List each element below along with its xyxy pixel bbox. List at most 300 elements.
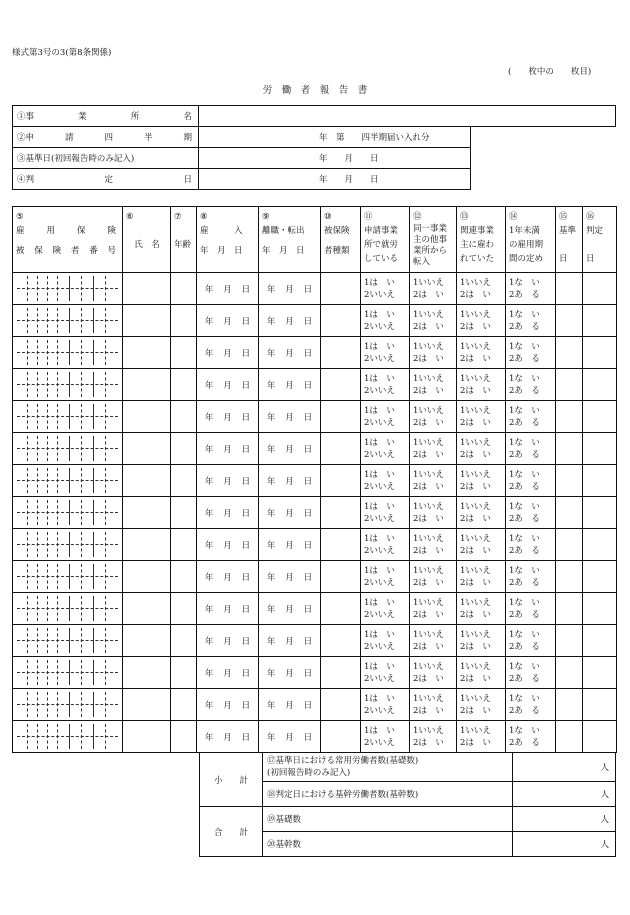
- working-choice-option: 2いいえ: [364, 737, 395, 748]
- judgment-day-field[interactable]: [583, 721, 617, 753]
- hire-date-field-ymd: [197, 475, 258, 487]
- insured-type-field[interactable]: [321, 721, 361, 753]
- date-unit: 月: [223, 380, 232, 391]
- judgment-date-value: 年 月 日: [319, 175, 379, 185]
- term-choice-option: 2あ る: [509, 321, 540, 332]
- insured-number-field[interactable]: [13, 561, 123, 593]
- judgment-day-field[interactable]: [583, 401, 617, 433]
- grid-line: [93, 404, 94, 429]
- leave-date-field[interactable]: [259, 465, 321, 497]
- name-field[interactable]: [123, 721, 171, 753]
- age-field[interactable]: [171, 273, 197, 305]
- term-choice[interactable]: [506, 401, 556, 433]
- transfer-choice-option: 1いいえ: [413, 597, 444, 608]
- leave-date-field[interactable]: [259, 625, 321, 657]
- term-choice[interactable]: [506, 689, 556, 721]
- date-unit: 日: [241, 572, 251, 583]
- item19-field[interactable]: [513, 807, 616, 832]
- name-field[interactable]: [123, 561, 171, 593]
- judgment-day-field[interactable]: [583, 561, 617, 593]
- judgment-day-field[interactable]: [583, 337, 617, 369]
- leave-date-field-ymd: [259, 411, 320, 423]
- insured-type-field[interactable]: [321, 497, 361, 529]
- header-insured-type-top: 被保険: [324, 226, 350, 236]
- grid-line: [93, 564, 94, 589]
- transfer-choice[interactable]: [410, 561, 457, 593]
- transfer-choice[interactable]: [410, 689, 457, 721]
- working-choice-option: 2いいえ: [364, 545, 395, 556]
- hire-date-field[interactable]: [197, 529, 259, 561]
- date-unit: 日: [241, 476, 251, 487]
- name-field[interactable]: [123, 497, 171, 529]
- date-unit: 月: [223, 636, 232, 647]
- hire-date-field-ymd: [197, 571, 258, 583]
- name-field[interactable]: [123, 465, 171, 497]
- working-choice[interactable]: [361, 337, 410, 369]
- working-choice[interactable]: [361, 721, 410, 753]
- hire-date-field[interactable]: [197, 273, 259, 305]
- base-day-field[interactable]: [556, 721, 583, 753]
- hire-date-field[interactable]: [197, 369, 259, 401]
- insured-number-field[interactable]: [13, 593, 123, 625]
- date-unit: 年: [266, 700, 276, 711]
- transfer-choice-option: 2は い: [413, 545, 444, 556]
- working-choice[interactable]: [361, 465, 410, 497]
- base-day-field[interactable]: [556, 689, 583, 721]
- age-field[interactable]: [171, 657, 197, 689]
- working-choice-option: 2いいえ: [364, 609, 395, 620]
- hire-date-field[interactable]: [197, 433, 259, 465]
- judgment-day-field[interactable]: [583, 465, 617, 497]
- related-choice-option: 1いいえ: [460, 629, 491, 640]
- term-choice[interactable]: [506, 561, 556, 593]
- age-field[interactable]: [171, 497, 197, 529]
- insured-number-field[interactable]: [13, 337, 123, 369]
- item18-field[interactable]: [513, 782, 616, 807]
- working-choice[interactable]: [361, 529, 410, 561]
- related-choice[interactable]: [457, 625, 506, 657]
- related-choice[interactable]: [457, 401, 506, 433]
- age-field[interactable]: [171, 721, 197, 753]
- related-choice-option: 1いいえ: [460, 501, 491, 512]
- header-related-employer: [457, 207, 506, 273]
- working-choice-option: 1は い: [364, 373, 395, 384]
- item17-label: ⑰基準日における常用労働者数(基礎数): [267, 756, 419, 766]
- header-line: 主に雇わ: [460, 240, 495, 250]
- grid-line: [27, 500, 28, 525]
- info-row-quarter: [13, 127, 616, 148]
- name-field[interactable]: [123, 433, 171, 465]
- leave-date-field[interactable]: [259, 593, 321, 625]
- header-transfer: [410, 207, 457, 273]
- leave-date-field[interactable]: [259, 561, 321, 593]
- label-char: 定: [104, 175, 113, 185]
- working-choice-option: 2いいえ: [364, 481, 395, 492]
- working-choice[interactable]: [361, 369, 410, 401]
- working-choice[interactable]: [361, 273, 410, 305]
- related-choice[interactable]: [457, 721, 506, 753]
- related-choice[interactable]: [457, 689, 506, 721]
- hire-date-field[interactable]: [197, 401, 259, 433]
- age-field[interactable]: [171, 433, 197, 465]
- hire-date-field[interactable]: [197, 625, 259, 657]
- working-choice[interactable]: [361, 433, 410, 465]
- working-choice[interactable]: [361, 625, 410, 657]
- label-char: ④判: [17, 175, 35, 185]
- header-age-label: 年齢: [174, 240, 192, 250]
- header-line: 関連事業: [460, 226, 495, 236]
- date-unit: 日: [241, 284, 251, 295]
- judgment-day-field[interactable]: [583, 305, 617, 337]
- leave-date-field[interactable]: [259, 305, 321, 337]
- transfer-choice[interactable]: [410, 465, 457, 497]
- term-choice[interactable]: [506, 465, 556, 497]
- age-field[interactable]: [171, 689, 197, 721]
- base-day-field[interactable]: [556, 561, 583, 593]
- name-field[interactable]: [123, 689, 171, 721]
- header-insured-type-bottom: 者種類: [324, 246, 350, 256]
- working-choice-option: 2いいえ: [364, 449, 395, 460]
- insured-type-field[interactable]: [321, 625, 361, 657]
- term-choice-option: 1な い: [509, 693, 540, 704]
- base-day-field[interactable]: [556, 401, 583, 433]
- related-choice[interactable]: [457, 273, 506, 305]
- term-choice[interactable]: [506, 273, 556, 305]
- item17-field[interactable]: [513, 753, 616, 782]
- grid-line: [105, 724, 106, 749]
- insured-number-field[interactable]: [13, 401, 123, 433]
- leave-date-field[interactable]: [259, 497, 321, 529]
- insured-type-field[interactable]: [321, 369, 361, 401]
- date-unit: 日: [241, 444, 251, 455]
- transfer-choice[interactable]: [410, 529, 457, 561]
- transfer-choice[interactable]: [410, 337, 457, 369]
- header-line: 申請事業: [364, 226, 399, 236]
- table-row: [13, 497, 617, 529]
- date-unit: 月: [223, 444, 232, 455]
- term-choice[interactable]: [506, 529, 556, 561]
- grid-line: [105, 596, 106, 621]
- base-day-field[interactable]: [556, 657, 583, 689]
- insured-type-field[interactable]: [321, 689, 361, 721]
- date-unit: 年: [204, 412, 214, 423]
- base-day-field[interactable]: [556, 369, 583, 401]
- grid-line: [81, 660, 82, 685]
- table-row: [13, 401, 617, 433]
- info-row-office: [13, 106, 616, 127]
- related-choice-option: 1いいえ: [460, 437, 491, 448]
- grid-line: [17, 544, 118, 545]
- leave-date-field[interactable]: [259, 369, 321, 401]
- header-num: ⑯: [586, 212, 595, 222]
- transfer-choice[interactable]: [410, 625, 457, 657]
- related-choice[interactable]: [457, 337, 506, 369]
- name-field[interactable]: [123, 305, 171, 337]
- item20-field[interactable]: [513, 832, 616, 857]
- leave-date-field[interactable]: [259, 433, 321, 465]
- header-insured-bottom: [16, 238, 120, 258]
- header-judgment-day: [583, 207, 617, 273]
- judgment-day-field[interactable]: [583, 529, 617, 561]
- hire-date-field[interactable]: [197, 337, 259, 369]
- date-unit: 月: [223, 540, 232, 551]
- related-choice[interactable]: [457, 657, 506, 689]
- base-day-field[interactable]: [556, 305, 583, 337]
- age-field[interactable]: [171, 369, 197, 401]
- insured-type-field[interactable]: [321, 433, 361, 465]
- grid-line: [105, 660, 106, 685]
- leave-date-field[interactable]: [259, 721, 321, 753]
- age-field[interactable]: [171, 465, 197, 497]
- grid-line: [105, 692, 106, 717]
- term-choice[interactable]: [506, 433, 556, 465]
- leave-date-field-ymd: [259, 443, 320, 455]
- judgment-day-field[interactable]: [583, 593, 617, 625]
- related-choice-option: 1いいえ: [460, 565, 491, 576]
- hire-date-field[interactable]: [197, 689, 259, 721]
- name-field[interactable]: [123, 593, 171, 625]
- insured-number-field[interactable]: [13, 273, 123, 305]
- judgment-date-label: [13, 173, 198, 185]
- term-choice[interactable]: [506, 721, 556, 753]
- grid-line: [27, 404, 28, 429]
- grid-line: [27, 532, 28, 557]
- base-day-field[interactable]: [556, 337, 583, 369]
- term-choice[interactable]: [506, 657, 556, 689]
- insured-type-field[interactable]: [321, 657, 361, 689]
- working-choice[interactable]: [361, 497, 410, 529]
- insured-number-field[interactable]: [13, 465, 123, 497]
- term-choice[interactable]: [506, 625, 556, 657]
- grid-line: [81, 628, 82, 653]
- working-choice[interactable]: [361, 657, 410, 689]
- date-unit: 年: [204, 444, 214, 455]
- insured-type-field[interactable]: [321, 401, 361, 433]
- leave-date-field[interactable]: [259, 337, 321, 369]
- related-choice[interactable]: [457, 561, 506, 593]
- date-unit: 日: [241, 348, 251, 359]
- grid-line: [69, 276, 70, 301]
- related-choice-option: 2は い: [460, 417, 491, 428]
- leave-date-field[interactable]: [259, 529, 321, 561]
- insured-number-field[interactable]: [13, 529, 123, 561]
- transfer-choice-option: 2は い: [413, 353, 444, 364]
- judgment-date-field[interactable]: [199, 169, 471, 190]
- related-choice-option: 1いいえ: [460, 309, 491, 320]
- insured-type-field[interactable]: [321, 305, 361, 337]
- insured-number-field[interactable]: [13, 369, 123, 401]
- base-day-field[interactable]: [556, 593, 583, 625]
- base-day-field[interactable]: [556, 625, 583, 657]
- base-date-field[interactable]: [199, 148, 471, 169]
- working-choice[interactable]: [361, 305, 410, 337]
- quarter-field[interactable]: [199, 127, 471, 148]
- hire-date-field[interactable]: [197, 657, 259, 689]
- term-choice-option: 1な い: [509, 373, 540, 384]
- base-day-field[interactable]: [556, 529, 583, 561]
- grid-line: [27, 468, 28, 493]
- insured-number-field[interactable]: [13, 721, 123, 753]
- judgment-day-field[interactable]: [583, 497, 617, 529]
- insured-type-field[interactable]: [321, 561, 361, 593]
- related-choice[interactable]: [457, 593, 506, 625]
- grid-line: [81, 308, 82, 333]
- transfer-choice[interactable]: [410, 273, 457, 305]
- name-field[interactable]: [123, 401, 171, 433]
- grid-line: [105, 468, 106, 493]
- insured-number-field[interactable]: [13, 497, 123, 529]
- working-choice[interactable]: [361, 593, 410, 625]
- name-field[interactable]: [123, 529, 171, 561]
- header-line: の雇用期: [509, 240, 544, 250]
- grid-line: [93, 628, 94, 653]
- leave-date-field-ymd: [259, 635, 320, 647]
- name-field[interactable]: [123, 657, 171, 689]
- insured-number-grid: [13, 465, 122, 496]
- term-choice[interactable]: [506, 337, 556, 369]
- term-choice-option: 2あ る: [509, 513, 540, 524]
- hire-date-field[interactable]: [197, 497, 259, 529]
- term-choice[interactable]: [506, 369, 556, 401]
- grid-line: [57, 724, 58, 749]
- transfer-choice[interactable]: [410, 401, 457, 433]
- grid-line: [37, 404, 38, 429]
- date-unit: 日: [303, 732, 313, 743]
- insured-type-field[interactable]: [321, 529, 361, 561]
- transfer-choice[interactable]: [410, 721, 457, 753]
- judgment-day-field[interactable]: [583, 657, 617, 689]
- related-choice-option: 2は い: [460, 641, 491, 652]
- grid-line: [47, 564, 48, 589]
- working-choice-option: 1は い: [364, 597, 395, 608]
- leave-date-field[interactable]: [259, 657, 321, 689]
- related-choice-option: 2は い: [460, 353, 491, 364]
- transfer-choice-option: 1いいえ: [413, 725, 444, 736]
- judgment-day-field[interactable]: [583, 689, 617, 721]
- related-choice[interactable]: [457, 497, 506, 529]
- working-choice[interactable]: [361, 561, 410, 593]
- working-choice[interactable]: [361, 689, 410, 721]
- grid-line: [37, 628, 38, 653]
- base-day-field[interactable]: [556, 433, 583, 465]
- summary-row-18: [200, 782, 616, 807]
- transfer-choice[interactable]: [410, 497, 457, 529]
- date-unit: 日: [303, 412, 313, 423]
- grid-line: [93, 500, 94, 525]
- hire-date-field[interactable]: [197, 465, 259, 497]
- name-field[interactable]: [123, 337, 171, 369]
- base-day-field[interactable]: [556, 273, 583, 305]
- transfer-choice-option: 2は い: [413, 289, 444, 300]
- term-choice-option: 1な い: [509, 725, 540, 736]
- leave-date-field[interactable]: [259, 273, 321, 305]
- judgment-day-field[interactable]: [583, 273, 617, 305]
- insured-number-field[interactable]: [13, 305, 123, 337]
- related-choice-option: 1いいえ: [460, 693, 491, 704]
- age-field[interactable]: [171, 337, 197, 369]
- transfer-choice[interactable]: [410, 433, 457, 465]
- term-choice-option: 2あ る: [509, 417, 540, 428]
- hire-date-field[interactable]: [197, 561, 259, 593]
- leave-date-field[interactable]: [259, 401, 321, 433]
- hire-date-field[interactable]: [197, 721, 259, 753]
- name-field[interactable]: [123, 625, 171, 657]
- header-num: ⑤: [16, 212, 24, 222]
- transfer-choice[interactable]: [410, 305, 457, 337]
- related-choice[interactable]: [457, 369, 506, 401]
- grid-line: [57, 276, 58, 301]
- date-unit: 年: [204, 380, 214, 391]
- working-choice-option: 1は い: [364, 469, 395, 480]
- transfer-choice-option: 2は い: [413, 737, 444, 748]
- transfer-choice[interactable]: [410, 593, 457, 625]
- age-field[interactable]: [171, 305, 197, 337]
- related-choice[interactable]: [457, 465, 506, 497]
- term-choice[interactable]: [506, 305, 556, 337]
- insured-type-field[interactable]: [321, 593, 361, 625]
- grid-line: [37, 564, 38, 589]
- term-choice-option: 1な い: [509, 501, 540, 512]
- base-day-field[interactable]: [556, 497, 583, 529]
- term-choice[interactable]: [506, 497, 556, 529]
- working-choice[interactable]: [361, 401, 410, 433]
- date-unit: 月: [223, 572, 232, 583]
- insured-number-field[interactable]: [13, 689, 123, 721]
- term-choice-option: 2あ る: [509, 385, 540, 396]
- hire-date-field[interactable]: [197, 305, 259, 337]
- date-unit: 日: [303, 636, 313, 647]
- related-choice-option: 1いいえ: [460, 597, 491, 608]
- insured-number-field[interactable]: [13, 625, 123, 657]
- insured-type-field[interactable]: [321, 337, 361, 369]
- age-field[interactable]: [171, 529, 197, 561]
- header-num: ⑫: [413, 212, 422, 222]
- insured-type-field[interactable]: [321, 465, 361, 497]
- age-field[interactable]: [171, 401, 197, 433]
- age-field[interactable]: [171, 593, 197, 625]
- age-field[interactable]: [171, 625, 197, 657]
- insured-number-field[interactable]: [13, 433, 123, 465]
- related-choice[interactable]: [457, 433, 506, 465]
- judgment-day-field[interactable]: [583, 433, 617, 465]
- name-field[interactable]: [123, 273, 171, 305]
- unit-label: 人: [600, 763, 609, 773]
- age-field[interactable]: [171, 561, 197, 593]
- grid-line: [81, 404, 82, 429]
- transfer-choice[interactable]: [410, 657, 457, 689]
- grid-line: [81, 564, 82, 589]
- judgment-day-field[interactable]: [583, 369, 617, 401]
- grid-line: [17, 736, 118, 737]
- base-day-field[interactable]: [556, 465, 583, 497]
- working-choice-option: 2いいえ: [364, 577, 395, 588]
- transfer-choice-option: 1いいえ: [413, 533, 444, 544]
- leave-date-field[interactable]: [259, 689, 321, 721]
- office-name-field[interactable]: [199, 106, 616, 127]
- term-choice[interactable]: [506, 593, 556, 625]
- related-choice[interactable]: [457, 305, 506, 337]
- transfer-choice[interactable]: [410, 369, 457, 401]
- insured-type-field[interactable]: [321, 273, 361, 305]
- grid-line: [17, 480, 118, 481]
- insured-number-field[interactable]: [13, 657, 123, 689]
- name-field[interactable]: [123, 369, 171, 401]
- hire-date-field[interactable]: [197, 593, 259, 625]
- insured-number-grid: [13, 401, 122, 432]
- judgment-day-field[interactable]: [583, 625, 617, 657]
- related-choice[interactable]: [457, 529, 506, 561]
- related-choice-option: 2は い: [460, 673, 491, 684]
